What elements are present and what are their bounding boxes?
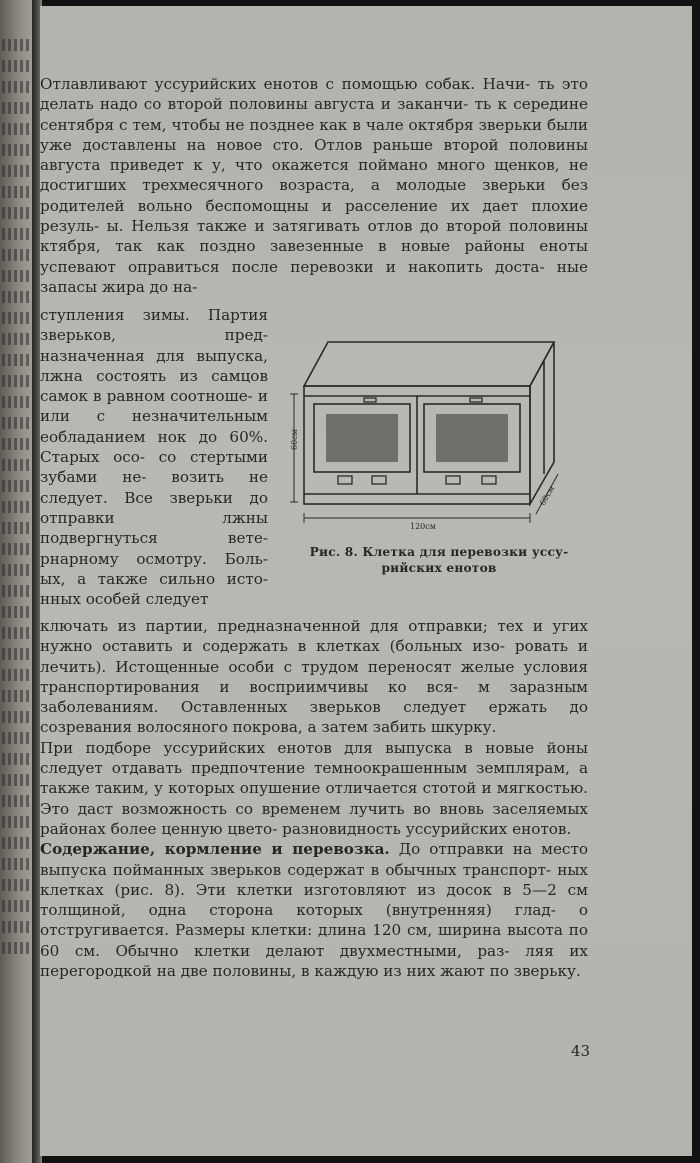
- paragraph-transport: [40, 839, 588, 981]
- page-number: 43: [571, 1042, 591, 1060]
- paragraph-capture: Отлавливают уссурийских енотов с помощью собак. Начи- ть это делать надо со второй половины августа и заканчи- ть к середине сентября с тем, чтобы не позднее как в чале октября зверьки были уже доставлены на новое сто. Отлов раньше второй половины августа приведет к у, что окажется поймано много щенков, не достигших трехмесячного возраста, а молодые зверьки без родителей вольно беспомощны и расселение их дает плохие резуль- ы. Нельзя также и затягивать отлов до второй половины ктября, так как поздно завезенные в новые районы еноты успевают оправиться после перевозки и накопить доста- ные запасы жира до на-: [40, 75, 588, 296]
- dimension-length-label: 120см: [410, 522, 436, 531]
- paragraph-exclude: ключать из партии, предназначенной для отправки; тех и угих нужно оставить и содержать в клетках (больных изо- ровать и лечить). Истощенные особи с трудом переносят желые условия транспортирования и восприимчивы ко вся- м заразным заболеваниям. Оставленных зверьков следует ержать до созревания волосяного покрова, а затем забить шкурку.: [40, 617, 588, 737]
- paragraph-selection: При подборе уссурийских енотов для выпуска в новые йоны следует отдавать предпочтение темноокрашенным земплярам, а также таким, у которых опушение отличается стотой и мягкостью. Это даст возможность со временем лучить во вновь заселяемых районах более ценную цвето- разновидность уссурийских енотов.: [40, 738, 588, 838]
- facing-page-edge: [0, 0, 36, 1163]
- paragraph-batch: ступления зимы. Партия зверьков, пред- назначенная для выпуска, лжна состоять из самцов самок в равном соотноше- и или с незначительным еобладанием нок до 60%. Старых осо- со стертыми зубами не- возить не следует. Все зверьки до отправки лжны подвергнуться вете- рнарному осмотру. Боль- ых, а также сильно исто- нных особей следует: [40, 306, 268, 609]
- dimension-depth-label: 60см: [537, 484, 557, 507]
- dimension-height-label: 60см: [290, 429, 299, 450]
- paragraph-transport-body: До отправки на место выпуска пойманных зверьков содержат в обычных транспорт- ных клетках (рис. 8). Эти клетки изготовляют из досок в 5—2 см толщиной, одна сторона которых (внутренняя) глад- о отстругивается. Размеры клетки: длина 120 см, ширина высота по 60 см. Обычно клетки делают двухместными, раз- ляя их перегородкой на две половины, в каждую из них жают по зверьку.: [40, 840, 588, 981]
- book-page: [40, 6, 692, 1156]
- facing-page-text-fragments: [0, 30, 36, 954]
- body-text-bottom: [40, 616, 588, 981]
- body-text-top: [40, 74, 588, 297]
- figure-cage: [286, 324, 592, 592]
- section-heading: Содержание, кормление и перевозка.: [40, 840, 390, 859]
- body-text-beside-figure: [40, 305, 268, 609]
- cage-drawing: [286, 324, 592, 534]
- figure-caption: Рис. 8. Клетка для перевозки уссу- рийских енотов: [309, 545, 569, 575]
